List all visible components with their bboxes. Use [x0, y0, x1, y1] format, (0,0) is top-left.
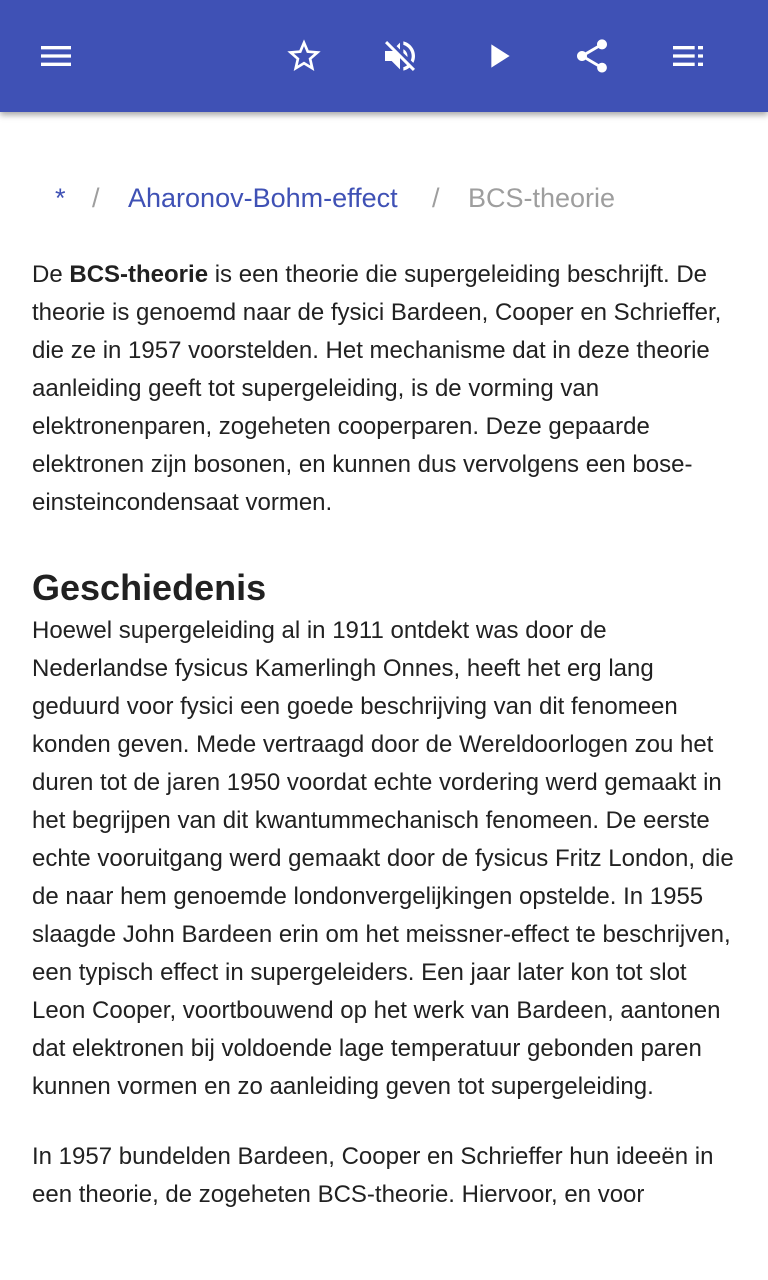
- history-paragraph-2: In 1957 bundelden Bardeen, Cooper en Schrieffer hun ideeën in een theorie, de zogeheten BCS-theorie. Hiervoor, en voor: [32, 1143, 714, 1208]
- history-paragraph: Hoewel supergeleiding al in 1911 ontdekt was door de Nederlandse fysicus Kamerlingh Onnes, heeft het erg lang geduurd voor fysici een goede beschrijving van dit fenomeen konden geven. Mede vertraagd door de Wereldoorlogen zou het duren tot de jaren 1950 voordat echte vordering werd gemaakt in het begrijpen van dit kwantummechanisch fenomeen. De eerste echte vooruitgang werd gemaakt door de fysicus Fritz London, die de naar hem genoemde londonvergelijkingen opstelde. In 1955 slaagde John Bardeen erin om het meissner-effect te beschrijven, een typisch effect in supergeleiders. Een jaar later kon tot slot Leon Cooper, voortbouwend op het werk van Bardeen, aantonen dat elektronen bij voldoende lage temperatuur gebonden paren kunnen vormen en zo aanleiding geven tot supergeleiding.: [32, 617, 734, 1100]
- breadcrumb-parent-link[interactable]: Aharonov-Bohm-effect: [128, 183, 398, 213]
- breadcrumb-separator: /: [432, 183, 440, 213]
- mute-button[interactable]: [372, 28, 428, 84]
- intro-prefix: De: [32, 261, 70, 288]
- contents-button[interactable]: [660, 28, 716, 84]
- article-body: [32, 256, 736, 1214]
- play-icon: [478, 36, 518, 76]
- share-icon: [572, 36, 612, 76]
- breadcrumb-separator: /: [92, 183, 100, 213]
- article-term: BCS-theorie: [69, 261, 209, 288]
- star-icon: [284, 36, 324, 76]
- play-button[interactable]: [470, 28, 526, 84]
- playlist-icon: [668, 36, 708, 76]
- app-toolbar: [0, 0, 768, 112]
- section-heading: Geschiedenis: [32, 567, 267, 608]
- menu-button[interactable]: [28, 28, 84, 84]
- menu-icon: [36, 36, 76, 76]
- intro-paragraph: [32, 256, 736, 522]
- breadcrumb-home[interactable]: *: [55, 183, 66, 213]
- volume-off-icon: [380, 36, 420, 76]
- share-button[interactable]: [564, 28, 620, 84]
- breadcrumb: [0, 172, 768, 224]
- breadcrumb-current: BCS-theorie: [468, 183, 616, 213]
- intro-text: is een theorie die supergeleiding beschrijft. De theorie is genoemd naar de fysici Bardeen, Cooper en Schrieffer, die ze in 1957 voorstelden. Het mechanisme dat in deze theorie aanleiding geeft tot supergeleiding, is de vorming van elektronenparen, zogeheten cooperparen. Deze gepaarde elektronen zijn bosonen, en kunnen dus vervolgens een bose-einsteincondensaat vormen.: [32, 261, 722, 516]
- favorite-button[interactable]: [276, 28, 332, 84]
